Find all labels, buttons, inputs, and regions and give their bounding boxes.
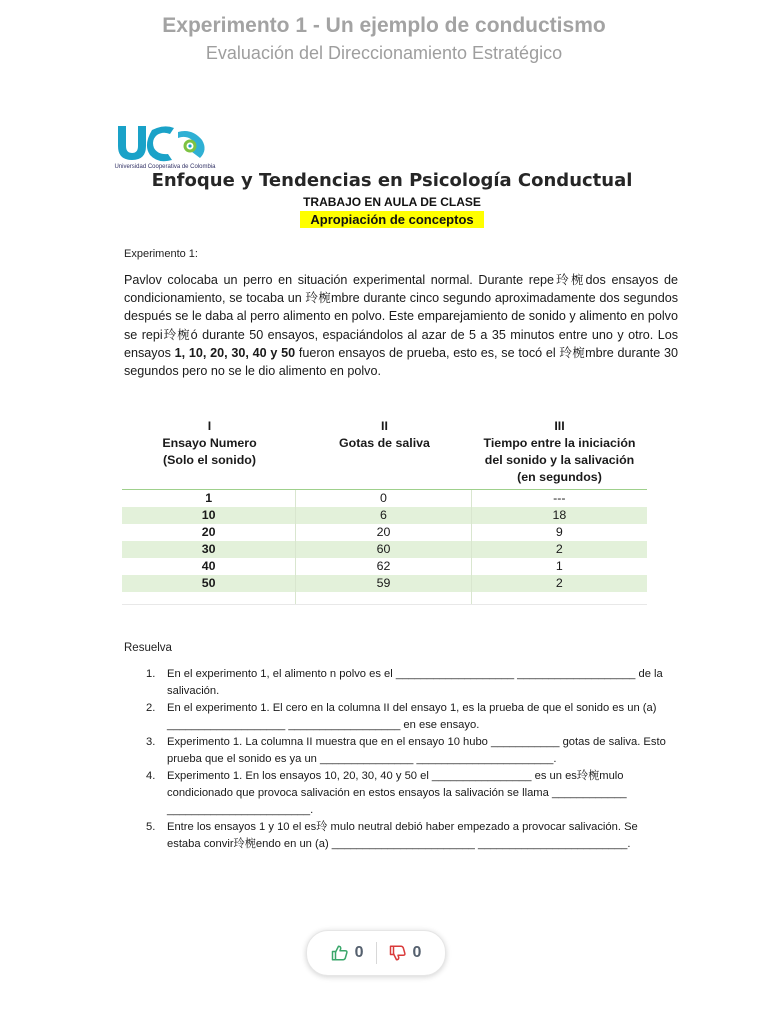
document-subtitle: TRABAJO EN AULA DE CLASE bbox=[303, 195, 481, 209]
paragraph-part-a: Pavlov colocaba un perro en situación experimental normal. Durante repe玲椀dos ensayos de condicionamiento, se tocaba un 玲椀mbre durante cinco segundo aproximadamente dos segundos después se le daba al perro alimento en polvo. Este emparejamiento de sonido y alimento en polvo se repi玲椀ó durante 50 ensayos, espaciándolos al azar de 5 a 35 minutos entre uno y otro. Los ensayos bbox=[124, 273, 678, 360]
question-list bbox=[146, 666, 666, 853]
table-row bbox=[122, 558, 647, 575]
thumbs-down-icon bbox=[389, 944, 407, 962]
cell-ensayo: 40 bbox=[122, 558, 296, 575]
cell-gotas: 0 bbox=[296, 490, 471, 507]
list-item bbox=[146, 700, 666, 734]
question-text: Experimento 1. En los ensayos 10, 20, 30, 40 y 50 el ________________ es un es玲椀mulo condicionado que provoca salivación en estos ensayos la salivación se llama ____________ _______________________. bbox=[167, 770, 627, 816]
cell-gotas: 20 bbox=[296, 524, 471, 541]
spacer-cell bbox=[472, 592, 647, 604]
spacer-cell bbox=[122, 592, 296, 604]
list-item bbox=[146, 666, 666, 700]
paragraph-part-b: fueron ensayos de prueba, esto es, se tocó el 玲椀mbre durante 30 segundos pero no se le dio alimento en polvo. bbox=[124, 345, 678, 379]
column-header-3 bbox=[472, 418, 647, 486]
column-header-1 bbox=[122, 418, 297, 486]
cell-tiempo: 18 bbox=[552, 508, 567, 522]
table-row bbox=[122, 507, 647, 524]
table-row bbox=[122, 541, 647, 558]
question-text: En el experimento 1. El cero en la columna II del ensayo 1, es la prueba de que el sonido es un (a) ___________________ __________________ en ese ensayo. bbox=[167, 702, 657, 731]
table-row bbox=[122, 575, 647, 592]
cell-ensayo: 10 bbox=[122, 507, 296, 524]
experiment-description bbox=[124, 271, 678, 380]
cell-ensayo: 1 bbox=[122, 490, 296, 507]
cell-gotas: 60 bbox=[296, 541, 471, 558]
highlight-line bbox=[122, 211, 662, 229]
cell-tiempo: --- bbox=[553, 491, 566, 505]
question-number: 5. bbox=[146, 821, 156, 834]
vote-widget bbox=[306, 930, 446, 976]
col2-roman: II bbox=[381, 419, 388, 433]
cell-tiempo: 2 bbox=[555, 542, 563, 556]
question-text: Entre los ensayos 1 y 10 el es玲 mulo neutral debió haber empezado a provocar salivación. Se estaba convir玲椀endo en un (a) _______________________ ________________________. bbox=[167, 821, 638, 850]
col3-roman: III bbox=[554, 419, 565, 433]
col2-title: Gotas de saliva bbox=[339, 436, 430, 450]
table-header-row bbox=[122, 418, 647, 486]
cell-tiempo: 2 bbox=[555, 576, 563, 590]
col3-title-line2: del sonido y la salivación bbox=[484, 453, 635, 467]
list-item bbox=[146, 734, 666, 768]
column-header-2 bbox=[297, 418, 472, 486]
dislike-count: 0 bbox=[412, 944, 422, 961]
document-title: Enfoque y Tendencias en Psicología Conductual bbox=[151, 170, 633, 191]
table-row bbox=[122, 490, 647, 507]
cell-tiempo: 1 bbox=[555, 559, 563, 573]
col1-roman: I bbox=[207, 419, 212, 433]
cell-ensayo: 50 bbox=[122, 575, 296, 592]
question-number: 3. bbox=[146, 736, 156, 749]
like-count: 0 bbox=[354, 944, 364, 961]
dislike-button[interactable] bbox=[377, 944, 434, 962]
question-text: En el experimento 1, el alimento n polvo es el ___________________ ___________________ de la salivación. bbox=[167, 668, 663, 697]
question-text: Experimento 1. La columna II muestra que en el ensayo 10 hubo ___________ gotas de saliva. Esto prueba que el sonido es ya un _______________ ______________________. bbox=[167, 736, 666, 765]
highlighted-heading: Apropiación de conceptos bbox=[300, 211, 483, 228]
paragraph-bold: 1, 10, 20, 30, 40 y 50 bbox=[174, 345, 296, 360]
list-item bbox=[146, 819, 666, 853]
like-button[interactable] bbox=[319, 944, 376, 962]
table-body bbox=[122, 489, 647, 605]
question-number: 4. bbox=[146, 770, 156, 783]
page-subtitle: Evaluación del Direccionamiento Estratégico bbox=[205, 43, 563, 63]
cell-ensayo: 20 bbox=[122, 524, 296, 541]
col1-note: (Solo el sonido) bbox=[163, 453, 256, 467]
cell-ensayo: 30 bbox=[122, 541, 296, 558]
cell-gotas: 59 bbox=[296, 575, 471, 592]
col3-title-line1: Tiempo entre la iniciación bbox=[483, 436, 636, 450]
table-row-spacer bbox=[122, 592, 647, 604]
page-title: Experimento 1 - Un ejemplo de conductismo bbox=[162, 14, 606, 37]
logo-text: Universidad Cooperativa de Colombia bbox=[114, 164, 216, 170]
question-number: 2. bbox=[146, 702, 156, 715]
table-row bbox=[122, 524, 647, 541]
question-number: 1. bbox=[146, 668, 156, 680]
list-item bbox=[146, 768, 666, 818]
col3-note: (en segundos) bbox=[517, 470, 602, 484]
experiment-label: Experimento 1: bbox=[124, 248, 198, 260]
cell-tiempo: 9 bbox=[555, 525, 563, 539]
cell-gotas: 62 bbox=[296, 558, 471, 575]
col1-title: Ensayo Numero bbox=[162, 436, 257, 450]
resuelva-label: Resuelva bbox=[124, 642, 172, 654]
cell-gotas: 6 bbox=[296, 507, 471, 524]
results-table bbox=[122, 418, 647, 605]
spacer-cell bbox=[296, 592, 471, 604]
thumbs-up-icon bbox=[331, 944, 349, 962]
